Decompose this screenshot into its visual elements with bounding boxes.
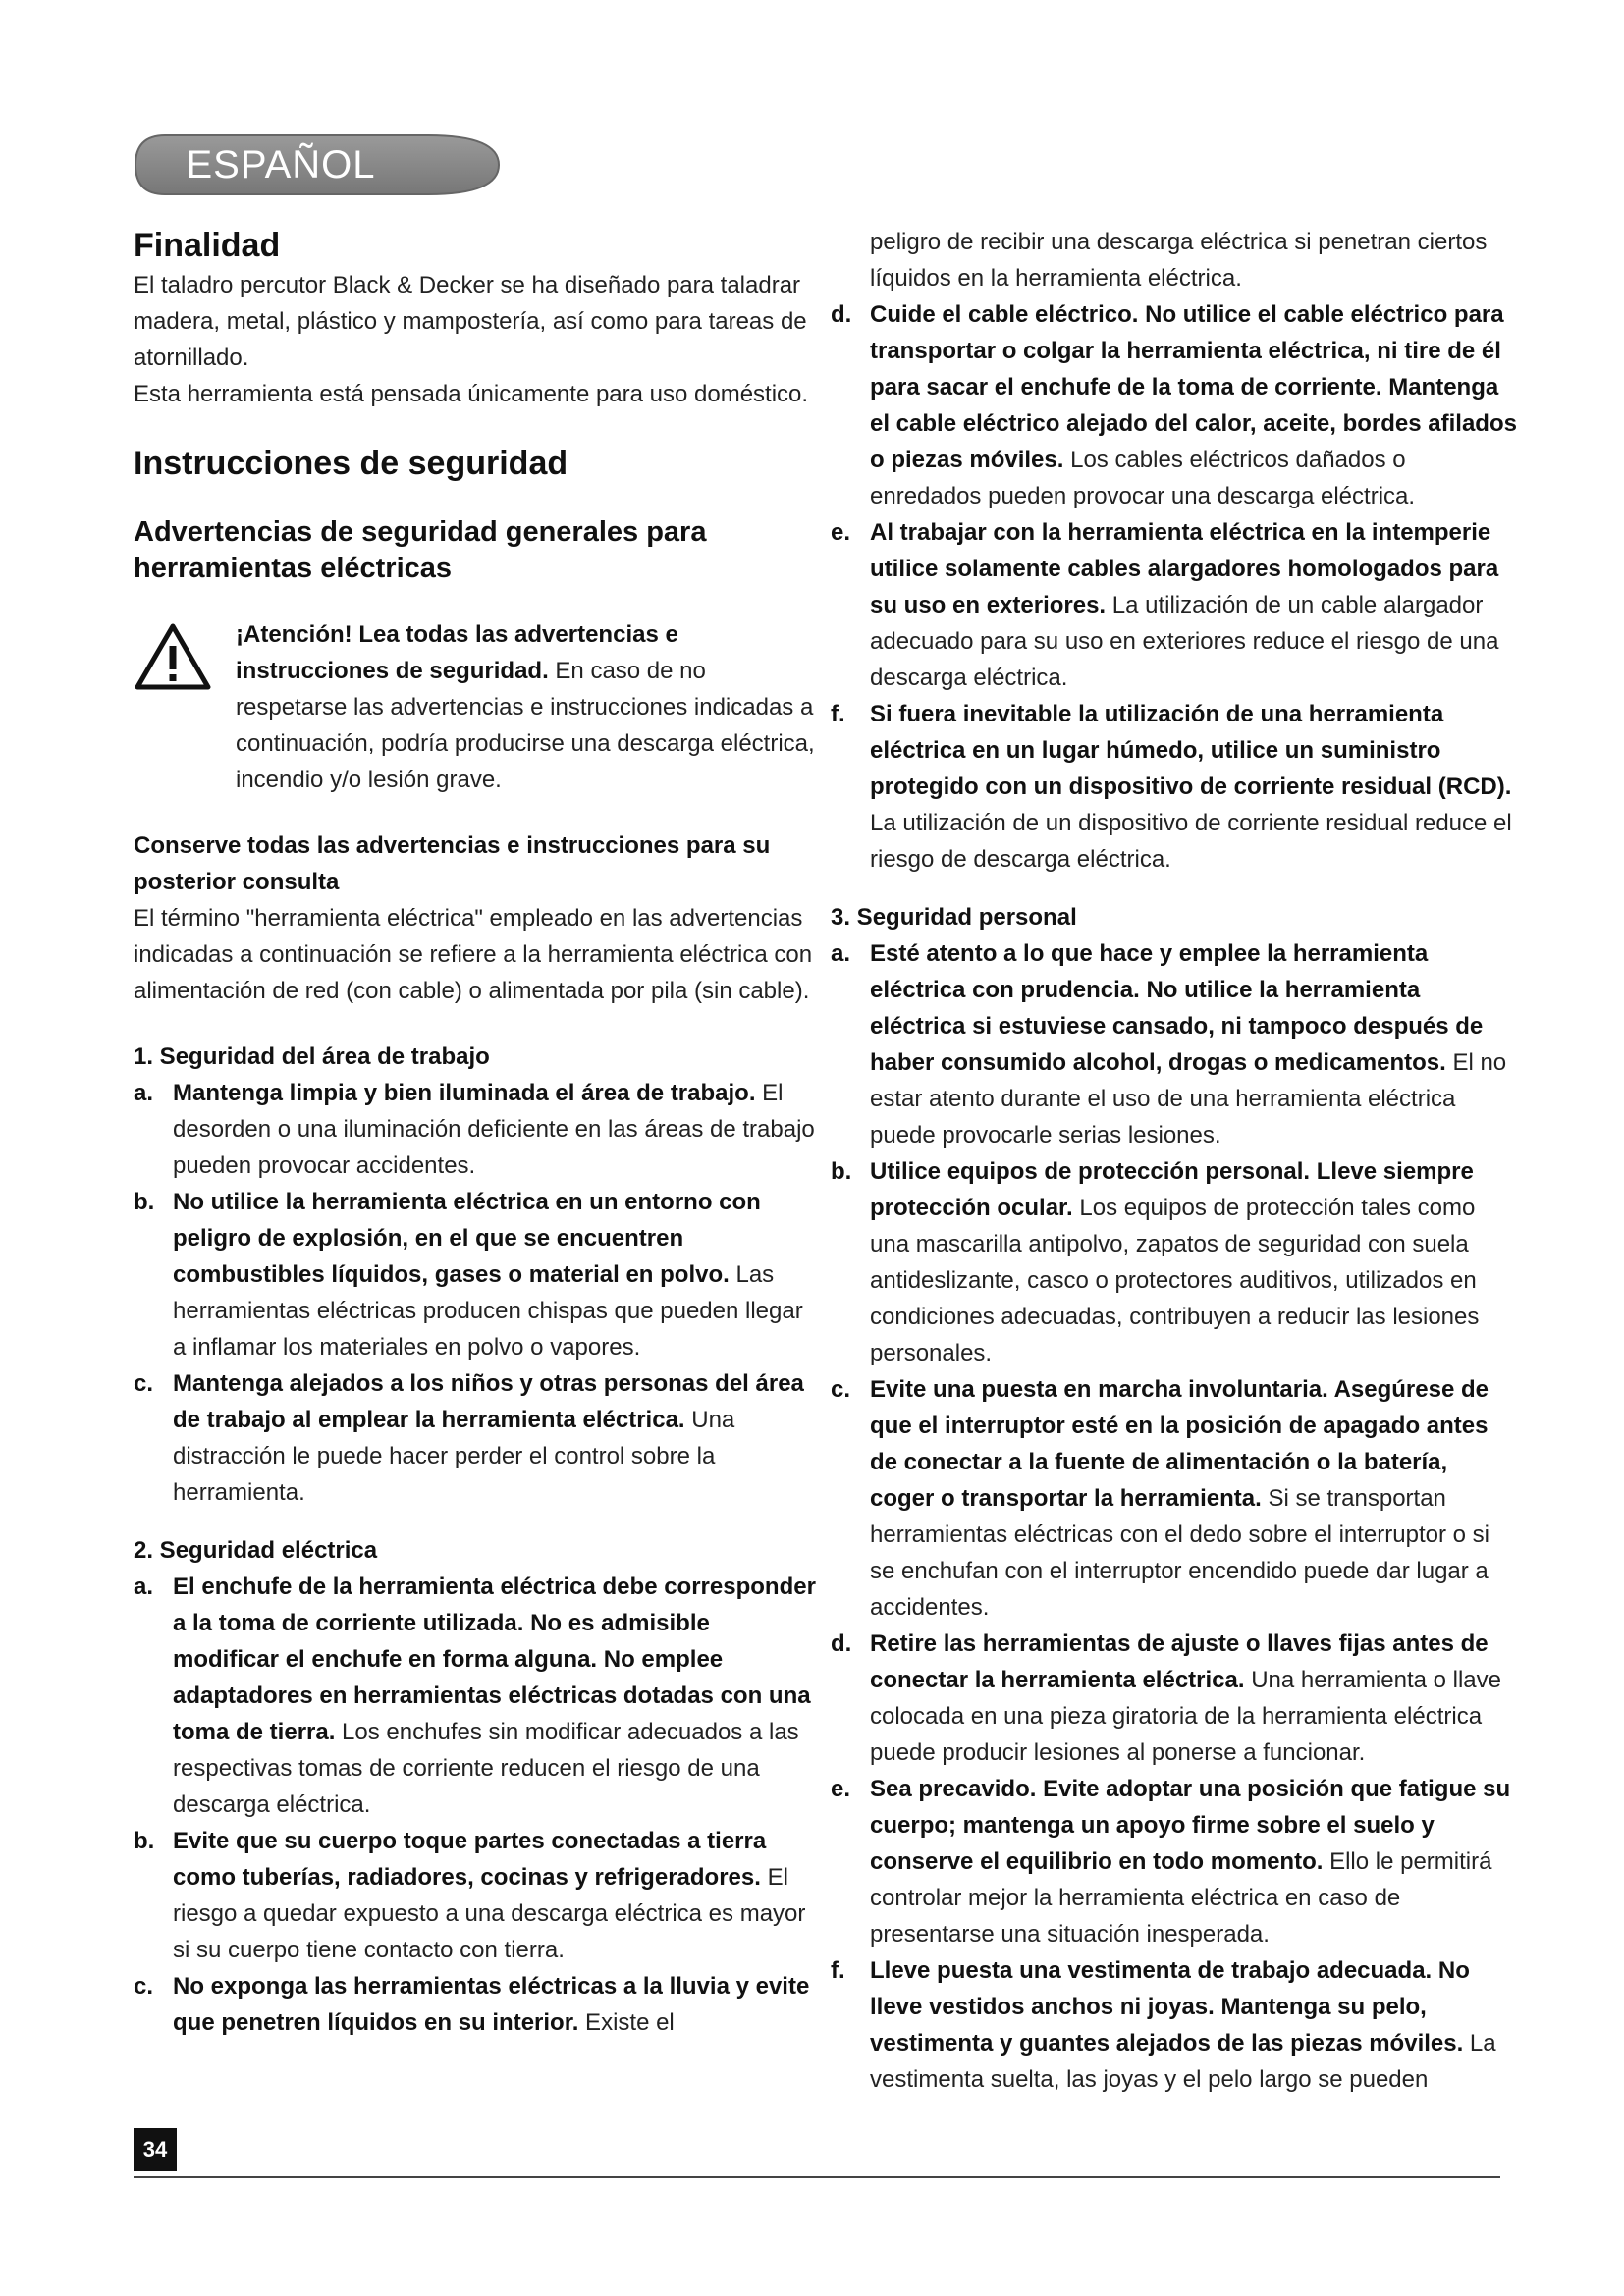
item-bold: Si fuera inevitable la utilización de una herramienta eléctrica en un lugar húmedo, utilice un suministro protegido con un dispositivo de corriente residual (RCD).	[870, 701, 1512, 800]
item-label: f.	[831, 1957, 845, 1984]
section-2-item-b	[134, 1823, 821, 1968]
item-bold: Utilice equipos de protección personal. Lleve siempre protección ocular.	[870, 1158, 1474, 1221]
section-2-item-e	[831, 514, 1518, 696]
item-text: Una herramienta o llave colocada en una pieza giratoria de la herramienta eléctrica puede producir lesiones al ponerse a funcionar.	[870, 1667, 1501, 1766]
item-label: e.	[831, 1776, 851, 1802]
section-1-item-a	[134, 1075, 821, 1184]
section-2-item-d	[831, 296, 1518, 514]
right-column	[831, 224, 1518, 2098]
warning-triangle-icon	[134, 622, 212, 691]
item-bold: No utilice la herramienta eléctrica en un entorno con peligro de explosión, en el que se encuentren combustibles líquidos, gases o material en polvo.	[173, 1189, 761, 1288]
item-text: Existe el	[578, 2009, 675, 2036]
item-label: a.	[831, 940, 851, 967]
section-3-item-d	[831, 1626, 1518, 1771]
item-label: b.	[134, 1828, 155, 1854]
section-3-item-f	[831, 1952, 1518, 2098]
item-bold: No exponga las herramientas eléctricas a la lluvia y evite que penetren líquidos en su interior.	[173, 1973, 810, 2036]
item-text: Una distracción le puede hacer perder el control sobre la herramienta.	[173, 1407, 735, 1506]
item-text: El no estar atento durante el uso de una herramienta eléctrica puede provocarle serias lesiones.	[870, 1049, 1507, 1148]
page-number: 34	[134, 2128, 177, 2171]
item-text: peligro de recibir una descarga eléctrica si penetran ciertos líquidos en la herramienta eléctrica.	[870, 229, 1488, 292]
item-label: f.	[831, 701, 845, 727]
item-bold: Lleve puesta una vestimenta de trabajo adecuada. No lleve vestidos anchos ni joyas. Mantenga su pelo, vestimenta y guantes alejados de las piezas móviles.	[870, 1957, 1470, 2056]
item-text: Los cables eléctricos dañados o enredados pueden provocar una descarga eléctrica.	[870, 447, 1416, 509]
item-bold: Cuide el cable eléctrico. No utilice el cable eléctrico para transportar o colgar la herramienta eléctrica, ni tire de él para sacar el enchufe de la toma de corriente. Mantenga el cable eléctrico alejado del calor, aceite, bordes afilados o piezas móviles.	[870, 301, 1517, 473]
item-label: e.	[831, 519, 851, 546]
section-3-item-b	[831, 1153, 1518, 1371]
conserve-title: Conserve todas las advertencias e instrucciones para su posterior consulta	[134, 832, 771, 895]
item-text: Las herramientas eléctricas producen chispas que pueden llegar a inflamar los materiales en polvo o vapores.	[173, 1261, 803, 1361]
item-text: El riesgo a quedar expuesto a una descarga eléctrica es mayor si su cuerpo tiene contacto con tierra.	[173, 1864, 806, 1963]
section-2-item-c	[134, 1968, 821, 2041]
item-label: b.	[831, 1158, 852, 1185]
section-1-item-c	[134, 1365, 821, 1511]
item-bold: Esté atento a lo que hace y emplee la herramienta eléctrica con prudencia. No utilice la herramienta eléctrica si estuviese cansado, ni tampoco después de haber consumido alcohol, drogas o medicamentos.	[870, 940, 1484, 1076]
language-label: ESPAÑOL	[186, 143, 376, 187]
warning-text: En caso de no respetarse las advertencias e instrucciones indicadas a continuación, podría producirse una descarga eléctrica, incendio y/o lesión grave.	[236, 658, 815, 793]
general-warnings-title: Advertencias de seguridad generales para herramientas eléctricas	[134, 516, 707, 584]
section-3-item-c	[831, 1371, 1518, 1626]
item-bold: Evite una puesta en marcha involuntaria. Asegúrese de que el interruptor esté en la posición de apagado antes de conectar a la fuente de alimentación o la batería, coger o transportar la herramienta.	[870, 1376, 1489, 1512]
item-text: Si se transportan herramientas eléctricas con el dedo sobre el interruptor o si se enchufan con el interruptor encendido puede dar lugar a accidentes.	[870, 1485, 1489, 1621]
item-bold: Evite que su cuerpo toque partes conectadas a tierra como tuberías, radiadores, cocinas y refrigeradores.	[173, 1828, 767, 1891]
section-3-item-e	[831, 1771, 1518, 1952]
footer-rule	[134, 2176, 1500, 2178]
section-1-title: 1. Seguridad del área de trabajo	[134, 1043, 490, 1070]
item-text: Los equipos de protección tales como una mascarilla antipolvo, zapatos de seguridad con suela antideslizante, casco o protectores auditivos, utilizados en condiciones adecuadas, contribuyen a reducir las lesiones personales.	[870, 1195, 1480, 1366]
item-bold: Al trabajar con la herramienta eléctrica en la intemperie utilice solamente cables alargadores homologados para su uso en exteriores.	[870, 519, 1499, 618]
section-3-title: 3. Seguridad personal	[831, 904, 1077, 931]
item-label: d.	[831, 1630, 852, 1657]
warning-block	[134, 616, 821, 798]
section-1-item-b	[134, 1184, 821, 1365]
item-text: La utilización de un cable alargador adecuado para su uso en exteriores reduce el riesgo de una descarga eléctrica.	[870, 592, 1499, 691]
conserve-paragraph: El término "herramienta eléctrica" empleado en las advertencias indicadas a continuación se refiere a la herramienta eléctrica con alimentación de red (con cable) o alimentada por pila (sin cable).	[134, 905, 813, 1004]
section-2-item-f	[831, 696, 1518, 878]
item-text: La utilización de un dispositivo de corriente residual reduce el riesgo de descarga eléctrica.	[870, 810, 1512, 873]
item-text: Ello le permitirá controlar mejor la herramienta eléctrica en caso de presentarse una situación inesperada.	[870, 1848, 1492, 1948]
item-bold: Retire las herramientas de ajuste o llaves fijas antes de conectar la herramienta eléctrica.	[870, 1630, 1489, 1693]
language-badge	[134, 133, 501, 196]
section-2-item-c-continued	[831, 224, 1518, 296]
item-label: c.	[134, 1973, 154, 2000]
left-column	[134, 224, 821, 2041]
item-bold: El enchufe de la herramienta eléctrica debe corresponder a la toma de corriente utilizada. No es admisible modificar el enchufe en forma alguna. No emplee adaptadores en herramientas eléctricas dotadas con una toma de tierra.	[173, 1574, 816, 1745]
section-2-title: 2. Seguridad eléctrica	[134, 1537, 378, 1564]
item-text: Los enchufes sin modificar adecuados a las respectivas tomas de corriente reducen el riesgo de una descarga eléctrica.	[173, 1719, 799, 1818]
item-label: c.	[134, 1370, 154, 1397]
finalidad-paragraph-2: Esta herramienta está pensada únicamente para uso doméstico.	[134, 381, 809, 407]
item-label: a.	[134, 1574, 154, 1600]
warning-bold-text: ¡Atención! Lea todas las advertencias e instrucciones de seguridad.	[236, 621, 678, 684]
item-label: d.	[831, 301, 852, 328]
section-3-item-a	[831, 935, 1518, 1153]
item-label: c.	[831, 1376, 851, 1403]
item-text: La vestimenta suelta, las joyas y el pelo largo se pueden	[870, 2030, 1496, 2093]
instructions-title: Instrucciones de seguridad	[134, 445, 568, 482]
section-2-item-a	[134, 1569, 821, 1823]
item-bold: Mantenga alejados a los niños y otras personas del área de trabajo al emplear la herramienta eléctrica.	[173, 1370, 804, 1433]
item-label: b.	[134, 1189, 155, 1215]
item-bold: Sea precavido. Evite adoptar una posición que fatigue su cuerpo; mantenga un apoyo firme sobre el suelo y conserve el equilibrio en todo momento.	[870, 1776, 1511, 1875]
finalidad-title: Finalidad	[134, 227, 281, 264]
item-bold: Mantenga limpia y bien iluminada el área de trabajo.	[173, 1080, 756, 1106]
finalidad-paragraph-1: El taladro percutor Black & Decker se ha diseñado para taladrar madera, metal, plástico y mampostería, así como para tareas de atornillado.	[134, 272, 807, 371]
item-label: a.	[134, 1080, 154, 1106]
item-text: El desorden o una iluminación deficiente en las áreas de trabajo pueden provocar accidentes.	[173, 1080, 815, 1179]
